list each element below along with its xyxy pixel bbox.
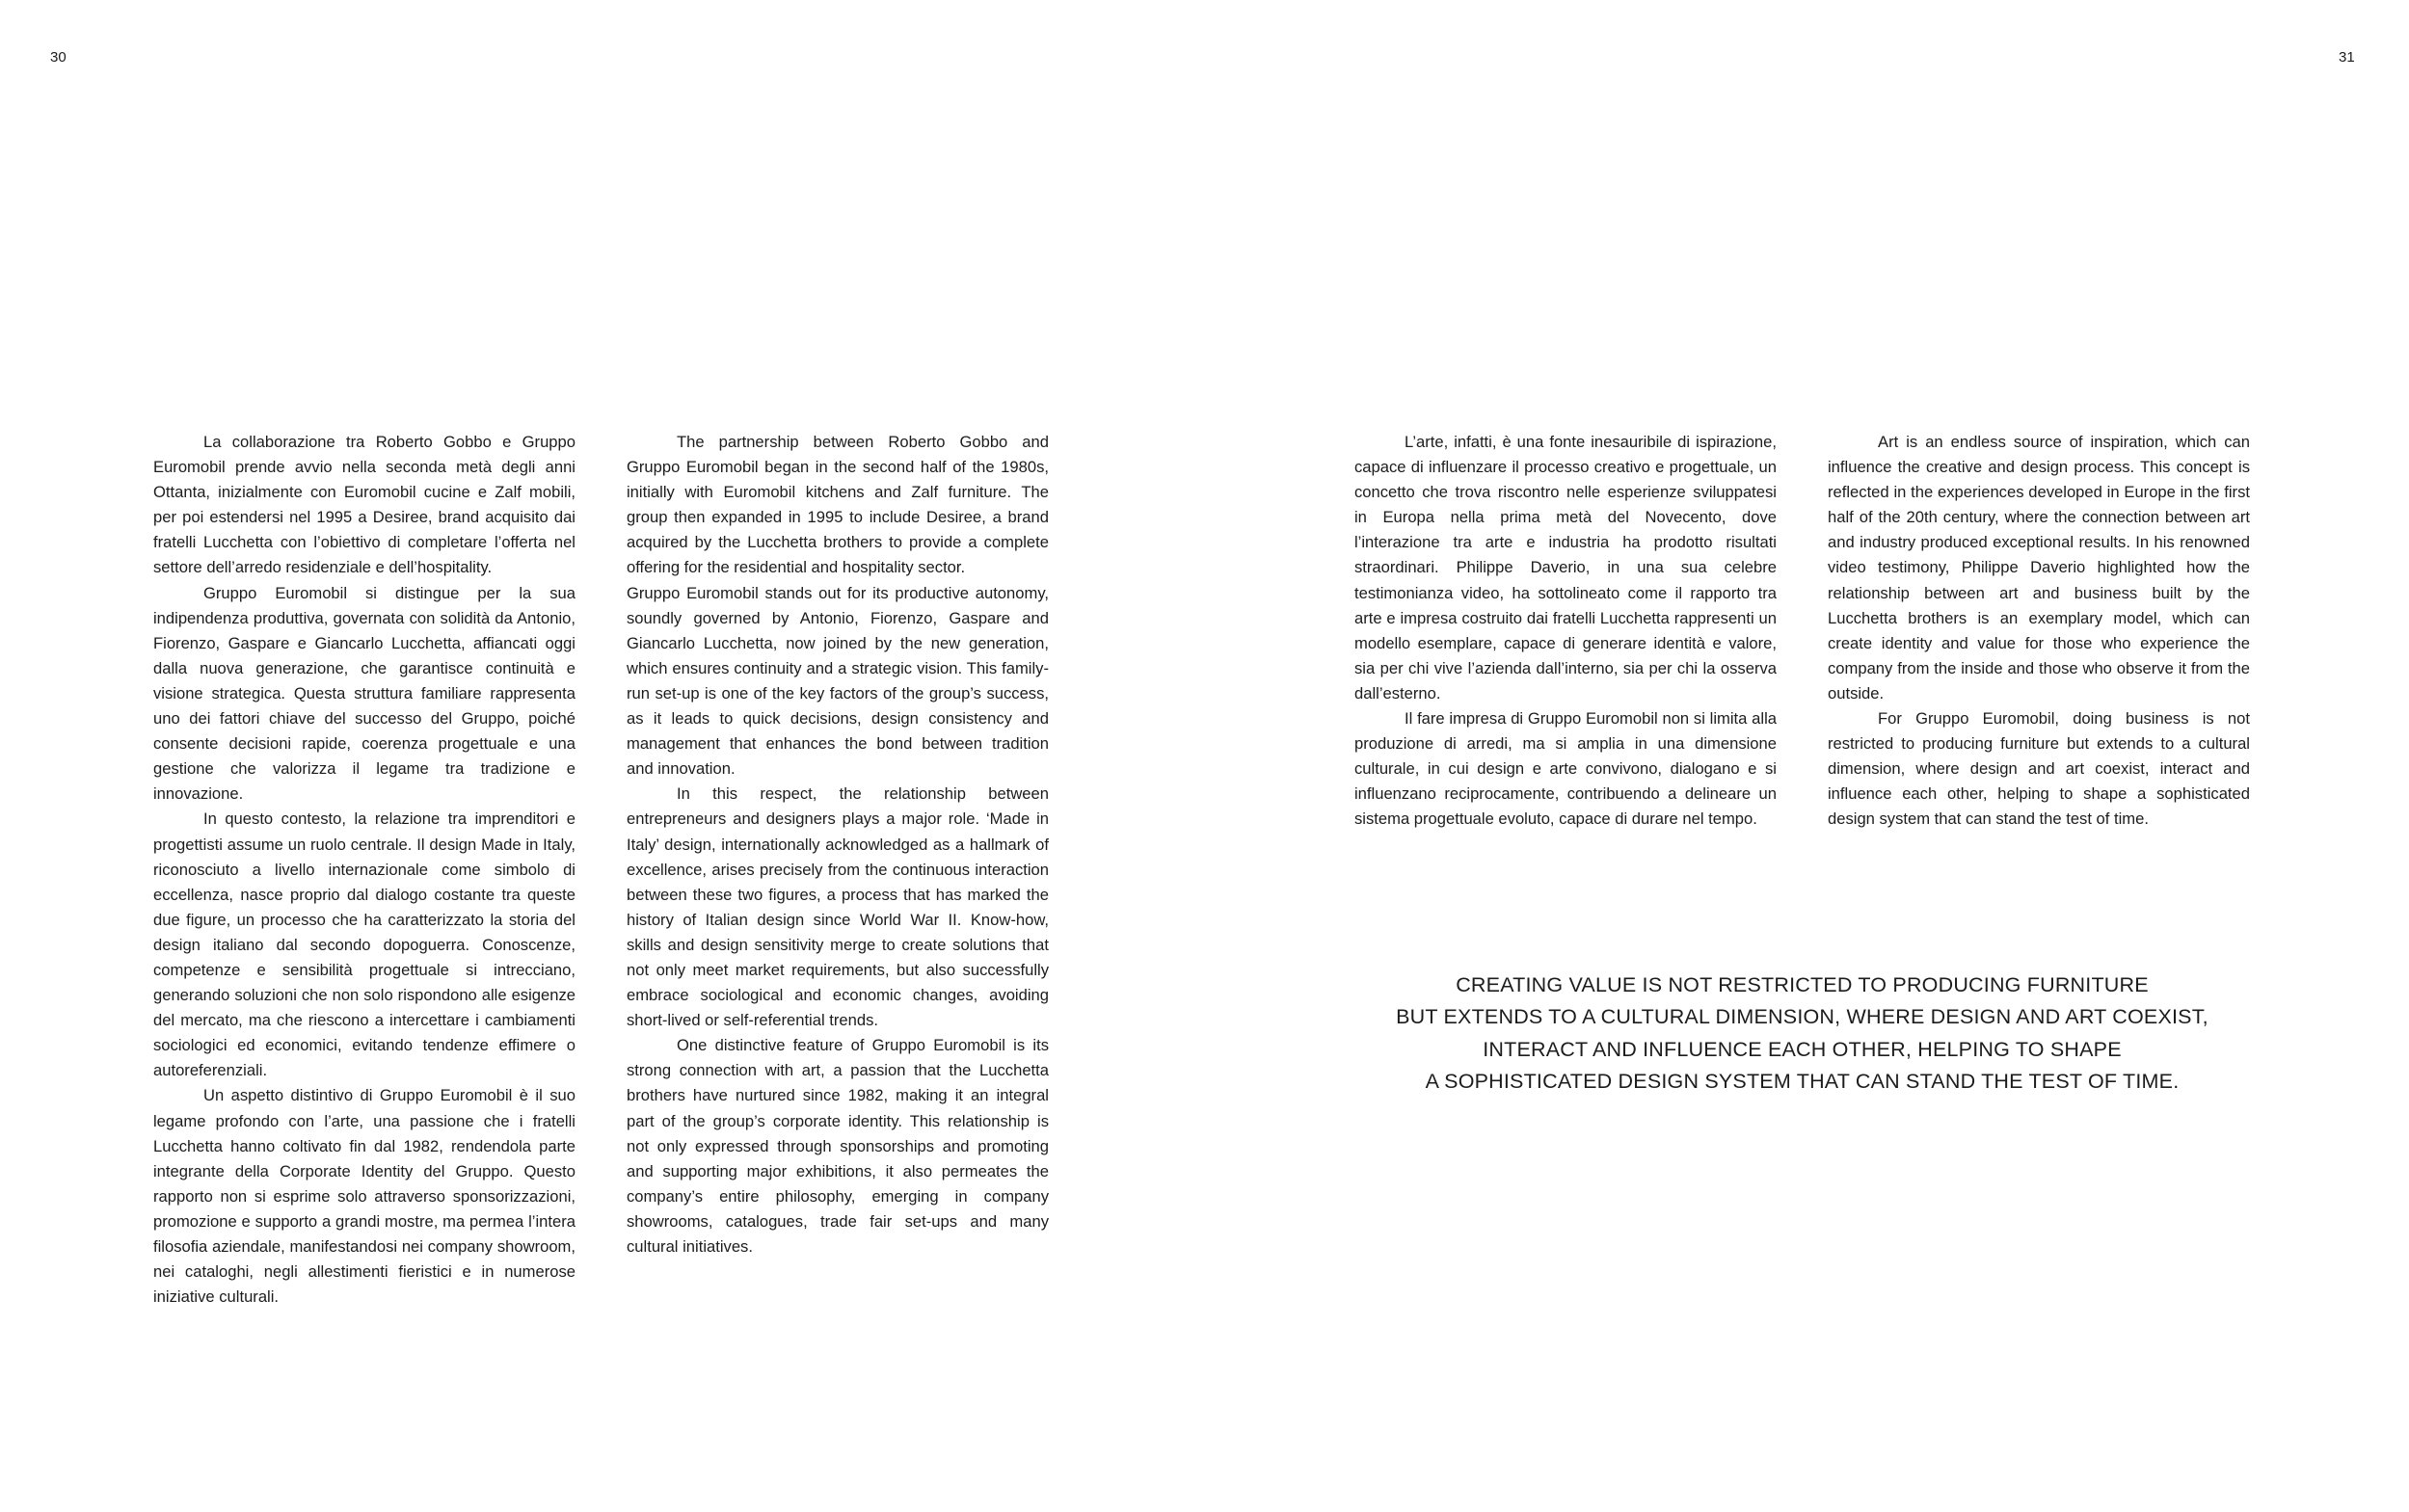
pull-quote-line: CREATING VALUE IS NOT RESTRICTED TO PRODUCING FURNITURE [1456,973,2149,996]
pull-quote-line: A SOPHISTICATED DESIGN SYSTEM THAT CAN STAND THE TEST OF TIME. [1425,1070,2180,1094]
paragraph: Art is an endless source of inspiration, which can influence the creative and design process. This concept is reflected in the experiences developed in Europe in the first half of the 20th century, where the connection between art and industry produced exceptional results. In his renowned video testimony, Philippe Daverio highlighted how the relationship between art and business built by the Lucchetta brothers is an exemplary model, which can create identity and value for those who experience the company from the inside and those who observe it from the outside. [1828,433,2250,703]
italian-text-column-right [1354,430,1777,833]
paragraph: In questo contesto, la relazione tra imprenditori e progettisti assume un ruolo centrale. Il design Made in Italy, riconosciuto a livello internazionale come simbolo di eccellenza, nasce proprio dal dialogo costante tra queste due figure, un processo che ha caratterizzato la storia del design italiano dal secondo dopoguerra. Conoscenze, competenze e sensibilità progettuale si intrecciano, generando soluzioni che non solo rispondono alle esigenze del mercato, ma che riescono a intercettare i cambiamenti sociologici ed economici, evitando tendenze effimere o autoreferenziali. [153,809,575,1080]
paragraph: One distinctive feature of Gruppo Euromobil is its strong connection with art, a passion that the Lucchetta brothers have nurtured since 1982, making it an integral part of the group’s corporate identity. This relationship is not only expressed through sponsorships and promoting and supporting major exhibitions, it also permeates the company’s entire philosophy, emerging in company showrooms, catalogues, trade fair set-ups and many cultural initiatives. [627,1036,1049,1256]
pull-quote [1354,969,2250,1099]
pull-quote-line: INTERACT AND INFLUENCE EACH OTHER, HELPING TO SHAPE [1483,1037,2122,1061]
italian-text-column-left [153,430,575,1310]
paragraph: The partnership between Roberto Gobbo and Gruppo Euromobil began in the second half of the 1980s, initially with Euromobil kitchens and Zalf furniture. The group then expanded in 1995 to include Desiree, a brand acquired by the Lucchetta brothers to provide a complete offering for the residential and hospitality sector. [627,433,1049,577]
paragraph: La collaborazione tra Roberto Gobbo e Gruppo Euromobil prende avvio nella seconda metà degli anni Ottanta, inizialmente con Euromobil cucine e Zalf mobili, per poi estendersi nel 1995 a Desiree, brand acquisito dai fratelli Lucchetta con l’obiettivo di completare l’offerta nel settore dell’arredo residenziale e dell’hospitality. [153,433,575,577]
paragraph: Gruppo Euromobil stands out for its productive autonomy, soundly governed by Antonio, Fiorenzo, Gaspare and Giancarlo Lucchetta, now joined by the new generation, which ensures continuity and a strategic vision. This family-run set-up is one of the key factors of the group’s success, as it leads to quick decisions, design consistency and management that enhances the bond between tradition and innovation. [627,583,1049,779]
page-number-left: 30 [50,49,67,66]
pull-quote-line: BUT EXTENDS TO A CULTURAL DIMENSION, WHERE DESIGN AND ART COEXIST, [1396,1005,2208,1029]
paragraph: Un aspetto distintivo di Gruppo Euromobil è il suo legame profondo con l’arte, una passione che i fratelli Lucchetta hanno coltivato fin dal 1982, rendendola parte integrante della Corporate Identity del Gruppo. Questo rapporto non si esprime solo attraverso sponsorizzazioni, promozione e supporto a grandi mostre, ma permea l’intera filosofia aziendale, manifestandosi nei company showroom, nei cataloghi, negli allestimenti fieristici e in numerose iniziative culturali. [153,1086,575,1307]
paragraph: In this respect, the relationship between entrepreneurs and designers plays a major role. ‘Made in Italy’ design, internationally acknowledged as a hallmark of excellence, arises precisely from the continuous interaction between these two figures, a process that has marked the history of Italian design since World War II. Know-how, skills and design sensitivity merge to create solutions that not only meet market requirements, but also successfully embrace sociological and economic changes, avoiding short-lived or self-referential trends. [627,784,1049,1030]
page-number-right: 31 [2339,49,2355,66]
paragraph: L’arte, infatti, è una fonte inesauribile di ispirazione, capace di influenzare il processo creativo e progettuale, un concetto che trova riscontro nelle esperienze sviluppatesi in Europa nella prima metà del Novecento, dove l’interazione tra arte e industria ha prodotto risultati straordinari. Philippe Daverio, in una sua celebre testimonianza video, ha sottolineato come il rapporto tra arte e impresa costruito dai fratelli Lucchetta rappresenti un modello esemplare, capace di generare identità e valore, sia per chi vive l’azienda dall’interno, sia per chi la osserva dall’esterno. [1354,433,1777,703]
paragraph: Gruppo Euromobil si distingue per la sua indipendenza produttiva, governata con solidità da Antonio, Fiorenzo, Gaspare e Giancarlo Lucchetta, affiancati oggi dalla nuova generazione, che garantisce continuità e visione strategica. Questa struttura familiare rappresenta uno dei fattori chiave del successo del Gruppo, poiché consente decisioni rapide, coerenza progettuale e una gestione che valorizza il legame tra tradizione e innovazione. [153,583,575,804]
english-text-column-left [627,430,1049,1260]
paragraph: Il fare impresa di Gruppo Euromobil non si limita alla produzione di arredi, ma si amplia in una dimensione culturale, in cui design e arte convivono, dialogano e si influenzano reciprocamente, contribuendo a delineare un sistema progettuale evoluto, capace di durare nel tempo. [1354,709,1777,829]
paragraph: For Gruppo Euromobil, doing business is not restricted to producing furniture but extends to a cultural dimension, where design and art coexist, interact and influence each other, helping to shape a sophisticated design system that can stand the test of time. [1828,709,2250,829]
english-text-column-right [1828,430,2250,833]
